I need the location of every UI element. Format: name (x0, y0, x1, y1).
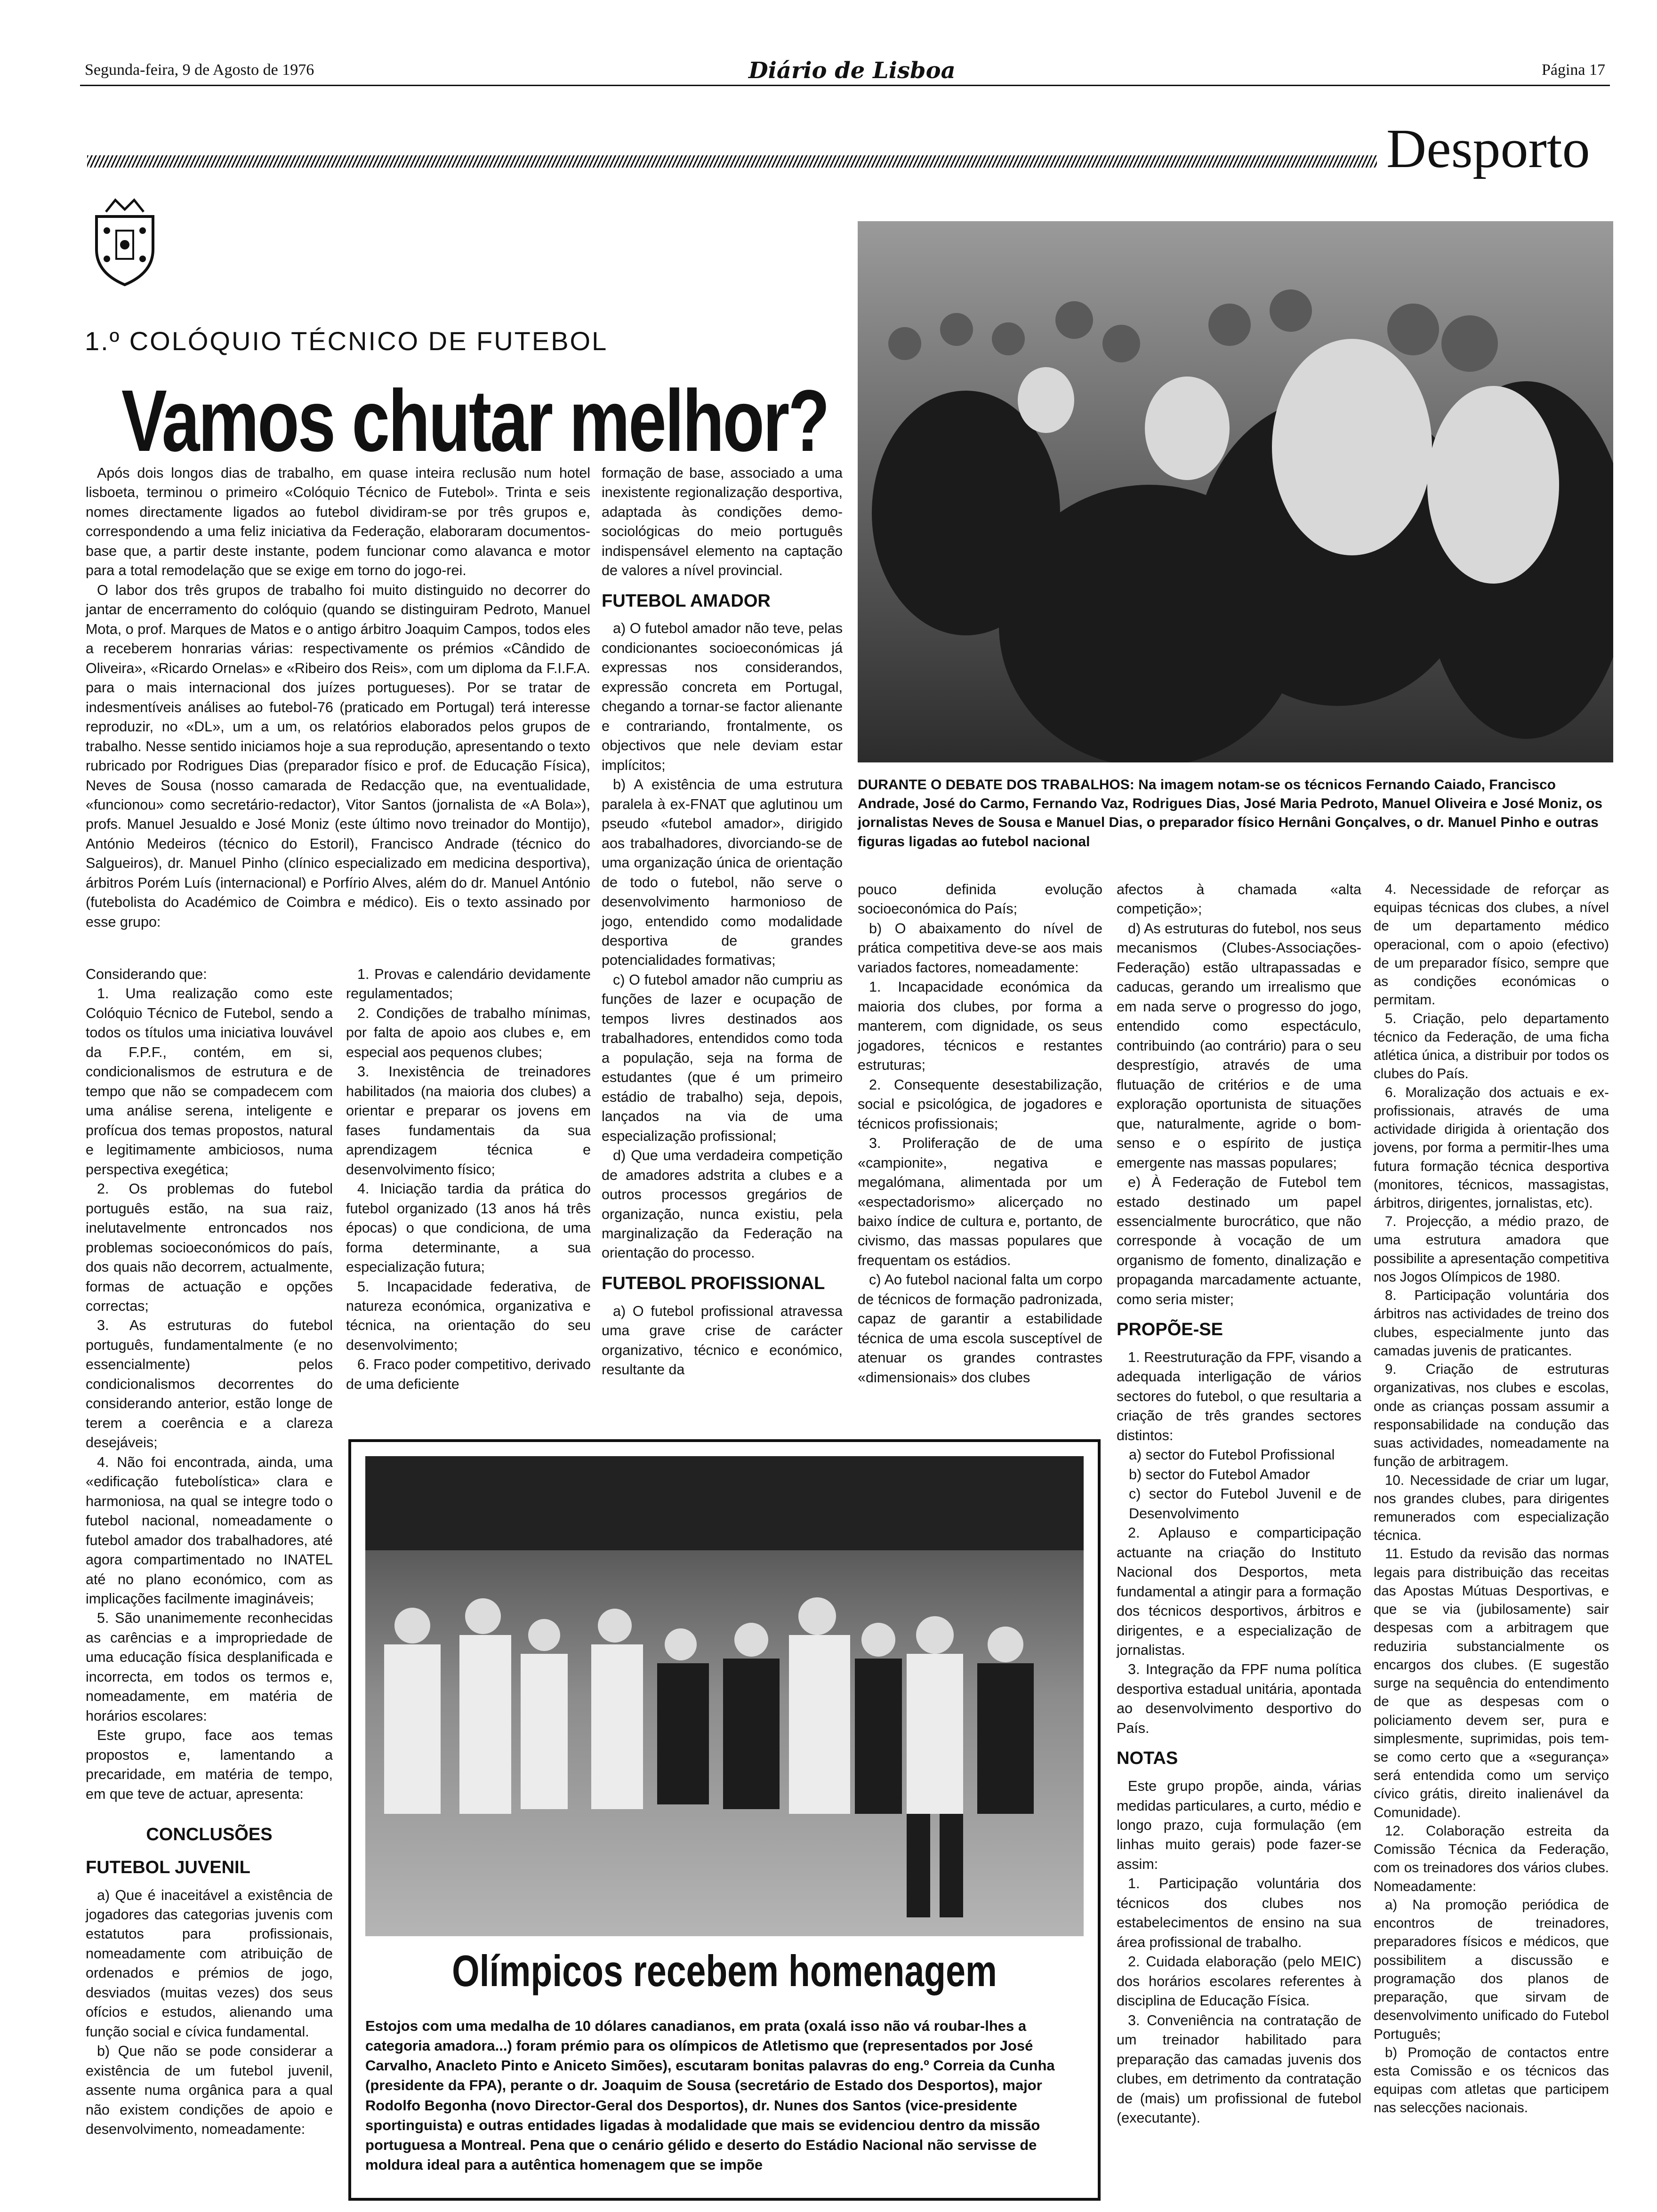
considerando-item: 5. São unanimemente reconhecidas as carências e a impropriedade de uma educação física desplanificada e incorrecta, em todos os termos e, nomeadamente, em matéria de horários escolares: (86, 1610, 333, 1724)
amador-column (602, 464, 843, 1380)
olympics-photo (365, 1456, 1084, 1936)
col5-paragraph: d) As estruturas do futebol, nos seus mecanismos (Clubes-Associações-Federação) estão ultrapassadas e caducas, gerando um irrealismo que em nada serve o progresso do jogo, entendido como espectáculo, contribuindo (ao contrário) para o seu desprestígio, através de uma flutuação de critérios e de uma exploração oportunista de situações que, naturalmente, agride o bom-senso e o espírito de justiça emergente nas massas populares; (1117, 920, 1361, 1171)
col5-paragraph: afectos à chamada «alta competição»; (1117, 882, 1361, 917)
col4-paragraph: pouco definida evolução socioeconómica do País; (858, 882, 1102, 917)
propoe-item: 1. Reestruturação da FPF, visando a adequada interligação de vários sectores do futebol, o que resultaria a criação de três grandes sectores distintos: (1117, 1349, 1361, 1443)
col3-paragraph: formação de base, associado a uma inexistente regionalização desportiva, adaptada às condições demo-sociológicas do meio português indispensável elemento na captação de valores a nível provincial. (602, 465, 843, 579)
propoe-heading: PROPÕE-SE (1117, 1320, 1223, 1340)
col4-paragraph: 1. Incapacidade económica da maioria dos clubes, por forma a manterem, com dignidade, os seus jogadores, técnicos e restantes estruturas; (858, 979, 1102, 1074)
futebol-juvenil-heading: FUTEBOL JUVENIL (86, 1857, 250, 1877)
conclusoes-heading: CONCLUSÕES (146, 1825, 273, 1845)
newspaper-masthead: Diário de Lisboa (748, 57, 956, 84)
profissional-item: a) O futebol profissional atravessa uma grave crise de carácter organizativo, técnico e económico, resultante da (602, 1303, 843, 1378)
measures-column (1374, 880, 1609, 2117)
amador-item: d) Que uma verdadeira competição de amadores adstrita a clubes e a outros processos gregários de organização, nunca existiu, pela marginalização da Federação na orientação do processo. (602, 1147, 843, 1261)
col4-paragraph: b) O abaixamento do nível de prática competitiva deve-se aos mais variados factores, nomeadamente: (858, 920, 1102, 976)
page-number: Página 17 (1541, 61, 1605, 79)
measure-item: 5. Criação, pelo departamento técnico da Federação, de uma ficha atlética única, a distribuir por todos os clubes do País. (1374, 1010, 1609, 1082)
considerando-lead: Considerando que: (86, 966, 207, 982)
measure-item: b) Promoção de contactos entre esta Comissão e os técnicos das equipas com atletas que participem nas selecções nacionais. (1374, 2044, 1609, 2116)
considerando-item: 1. Uma realização como este Colóquio Técnico de Futebol, sendo a todos os títulos uma iniciativa louvável da F.P.F., contém, em si, condicionalismos de estrutura e de tempo que não se compadecem com uma análise serena, inteligente e profícua dos temas propostos, natural e legitimamente ambiciosos, numa perspectiva exegética; (86, 986, 333, 1178)
olympics-box (348, 1439, 1101, 2201)
measure-item: 10. Necessidade de criar um lugar, nos grandes clubes, para dirigentes remunerados com especialização técnica. (1374, 1472, 1609, 1544)
measure-item: 6. Moralização dos actuais e ex-profissionais, através de uma actividade dirigida à orientação dos jovens, por forma a permitir-lhes uma futura formação técnica desportiva (monitores, técnicos, massagistas, árbitros, dirigentes, jornalistas, etc). (1374, 1084, 1609, 1211)
condition-item: 1. Provas e calendário devidamente regulamentados; (346, 966, 591, 1002)
col4-paragraph: 3. Proliferação de de uma «campionite», negativa e megalómana, alimentada por um «espectadorismo» alicerçado no baixo índice de cultura e, portanto, de civismo, das massas populares que frequentam os estádios. (858, 1135, 1102, 1268)
col4-paragraph: c) Ao futebol nacional falta um corpo de técnicos de formação padronizada, capaz de garantir a estabilidade técnica de uma escola susceptível de atenuar os grandes contrastes «dimensionais» dos clubes (858, 1272, 1102, 1386)
propoe-subitem: c) sector do Futebol Juvenil e de Desenvolvimento (1129, 1486, 1361, 1522)
header-rule (80, 85, 1610, 86)
article-kicker: 1.º COLÓQUIO TÉCNICO DE FUTEBOL (85, 326, 608, 356)
measure-item: 8. Participação voluntária dos árbitros nas actividades de treino dos clubes, especialmente junto das camadas juvenis de praticantes. (1374, 1288, 1609, 1359)
propoe-item: 3. Integração da FPF numa política desportiva estadual unitária, apontada ao desenvolvimento desportivo do País. (1117, 1661, 1361, 1736)
debate-photo-caption: DURANTE O DEBATE DOS TRABALHOS: Na imagem notam-se os técnicos Fernando Caiado, Francisco Andrade, José do Carmo, Fernando Vaz, Rodrigues Dias, José Maria Pedroto, Manuel Oliveira e José Moniz, os jornalistas Neves de Sousa e Manuel Dias, o preparador físico Hernâni Gonçalves, o dr. Manuel Pinho e outras figuras ligadas ao futebol nacional (858, 777, 1603, 850)
col5-paragraph: e) À Federação de Futebol tem estado destinado um papel essencialmente burocrático, que não corresponde à vocação de um organismo de fomento, dinalização e propaganda marcadamente actuante, como seria mister; (1117, 1174, 1361, 1307)
considerando-item: 4. Não foi encontrada, ainda, uma «edificação futebolística» clara e harmoniosa, na qual se integre todo o futebol nacional, nomeadamente o futebol amador dos trabalhadores, até agora compartimentado no INATEL até no plano económico, com as implicações facilmente imagináveis; (86, 1454, 333, 1607)
propoe-item: 2. Aplauso e comparticipação actuante na criação do Instituto Nacional dos Desportos, meta fundamental a atingir para a formação dos técnicos desportivos, árbitros e dirigentes, e a especialização de jornalistas. (1117, 1525, 1361, 1659)
measure-item: 11. Estudo da revisão das normas legais para distribuição das receitas das Apostas Mútuas Desportivas, e que se via (jubilosamente) sair despesas com a arbitragem que reduziria substancialmente os encargos dos clubes. (E sugestão surge na sequência do entendimento de que as despesas com o policiamento devem ser, pura e simplesmente, suprimidas, pois tem-se como certo que a «segurança» será entendida como um serviço cívico grátis, direito inalienável da Comunidade). (1374, 1546, 1609, 1820)
page-date: Segunda-feira, 9 de Agosto de 1976 (85, 61, 314, 79)
juvenil-item: a) Que é inaceitável a existência de jogadores das categorias juvenis com estatutos para profissionais, nomeadamente com atribuição de ordenados e prémios de jogo, desviados (muitas vezes) dos seus ofícios e estudos, alienando uma função social e cívica fundamental. (86, 1887, 333, 2040)
intro-paragraph: O labor dos três grupos de trabalho foi muito distinguido no decorrer do jantar de encerramento do colóquio (quando se distinguiram Pedroto, Manuel Mota, o prof. Marques de Matos e o antigo árbitro Joaquim Campos, todos eles a receberem honrarias várias: respectivamente os prémios «Cândido de Oliveira», «Ricardo Ornelas» e «Ribeiro dos Reis», com um diploma da F.I.F.A. para o mais internacional dos juízes portugueses). Por se tratar de indesmentíveis análises ao futebol-76 (praticado em Portugal) terá interesse reproduzir, no «DL», um a um, os relatórios elaborados pelos grupos de trabalho. Nesse sentido iniciamos hoje a sua reprodução, apresentando o texto rubricado por Rodrigues Dias (preparador físico e prof. de Educação Física), Neves de Sousa (nosso camarada de Redacção que, na eventualidade, «funcionou» como secretário-redactor), Vitor Santos (jornalista de «A Bola»), profs. Manuel Jesualdo e José Moniz (este último novo treinador do Montijo), António Medeiros (técnico do Estoril), Francisco Andrade (técnico do Salgueiros), dr. Manuel Pinho (clínico especializado em medicina desportiva), árbitros Porém Luís (internacional) e Porfírio Alves, além do dr. Manuel António (futebolista do Académico de Coimbra e médico). Eis o texto assinado por esse grupo: (86, 582, 590, 930)
juvenil-item: b) Que não se pode considerar a existência de um futebol juvenil, assente numa orgânica para a qual não existem condições de apoio e desenvolvimento, nomeadamente: (86, 2043, 333, 2138)
condition-item: 4. Iniciação tardia da prática do futebol organizado (13 anos há três épocas) o que condiciona, de uma forma determinante, a sua especialização futura; (346, 1181, 591, 1275)
section-hatch-rule (87, 155, 1377, 168)
olympics-headline: Olímpicos recebem homenagem (452, 1946, 997, 1996)
article-headline: Vamos chutar melhor? (121, 372, 828, 470)
considerando-item: 3. As estruturas do futebol português, fundamentalmente (e no essencialmente) pelos condicionalismos decorrentes do considerando anterior, estão longe de terem a coerência e a clareza desejáveis; (86, 1317, 333, 1451)
notas-item: 1. Participação voluntária dos técnicos dos clubes nos estabelecimentos de ensino na sua área profissional de trabalho. (1117, 1875, 1361, 1950)
conditions-column (346, 965, 591, 1394)
notas-item: 2. Cuidada elaboração (pelo MEIC) dos horários escolares referentes à disciplina de Educação Física. (1117, 1954, 1361, 2009)
fpf-crest-icon (87, 198, 162, 287)
condition-item: 5. Incapacidade federativa, de natureza económica, organizativa e técnica, na orientação do seu desenvolvimento; (346, 1278, 591, 1353)
section-title: Desporto (1386, 118, 1590, 179)
amador-item: a) O futebol amador não teve, pelas condicionantes socioeconómicas já expressas nos considerandos, expressão concreta em Portugal, chegando a tornar-se factor alienante e contrariando, frontalmente, os objectivos que nele deviam estar implícitos; (602, 620, 843, 773)
profissional-column (858, 880, 1102, 1387)
propoe-subitem: a) sector do Futebol Profissional (1129, 1447, 1335, 1463)
condition-item: 3. Inexistência de treinadores habilitados (na maioria dos clubes) a orientar e preparar os jovens em fases fundamentais da sua aprendizagem técnica e desenvolvimento físico; (346, 1064, 591, 1178)
considerando-item: Este grupo, face aos temas propostos e, lamentando a precaridade, em matéria de tempo, em que teve de actuar, apresenta: (86, 1727, 333, 1802)
article-intro (86, 464, 590, 932)
measure-item: 4. Necessidade de reforçar as equipas técnicas dos clubes, a nível de um departamento médico operacional, com o apoio (efectivo) de um preparador físico, sempre que as condições económicas o permitam. (1374, 882, 1609, 1008)
futebol-profissional-heading: FUTEBOL PROFISSIONAL (602, 1273, 825, 1293)
measure-item: 7. Projecção, a médio prazo, de uma estrutura amadora que possibilite a apresentação competitiva nos Jogos Olímpicos de 1980. (1374, 1214, 1609, 1285)
condition-item: 2. Condições de trabalho mínimas, por falta de apoio aos clubes e, em especial aos pequenos clubes; (346, 1005, 591, 1060)
col4-paragraph: 2. Consequente desestabilização, social e psicológica, de jogadores e técnicos profissionais; (858, 1076, 1102, 1132)
notas-heading: NOTAS (1117, 1748, 1178, 1769)
considerando-item: 2. Os problemas do futebol português estão, na sua raiz, inelutavelmente entroncados nos problemas socioeconómicos do país, dos quais não decorrem, actualmente, formas de actuação e opções correctas; (86, 1181, 333, 1314)
measure-item: 12. Colaboração estreita da Comissão Técnica da Federação, com os treinadores dos vários clubes. Nomeadamente: (1374, 1823, 1609, 1894)
propoe-column (1117, 880, 1361, 2128)
notas-item: 3. Conveniência na contratação de um treinador habilitado para preparação das camadas juvenis dos clubes, em detrimento da contratação de (mais) um profissional de futebol (executante). (1117, 2012, 1361, 2126)
amador-item: c) O futebol amador não cumpriu as funções de lazer e ocupação de tempos livres destinados aos trabalhadores, entendidos como toda a população, seja na forma de estudantes (que é um primeiro estádio de trabalho) seja, depois, lançados na via de uma especialização profissional; (602, 971, 843, 1144)
considerando-column (86, 965, 333, 2140)
measure-item: a) Na promoção periódica de encontros de treinadores, preparadores físicos e médicos, que possibilitem a discussão e programação dos planos de preparação, que sirvam de desenvolvimento unificado do Futebol Português; (1374, 1897, 1609, 2042)
condition-item: 6. Fraco poder competitivo, derivado de uma deficiente (346, 1356, 591, 1392)
futebol-amador-heading: FUTEBOL AMADOR (602, 591, 771, 611)
olympics-text: Estojos com uma medalha de 10 dólares canadianos, em prata (oxalá isso não vá roubar-lhes a categoria amadora...) foram prémio para os olímpicos de Atletismo que (representados por José Carvalho, Anacleto Pinto e Aniceto Simões), escutaram bonitas palavras do eng.º Correia da Cunha (presidente da FPA), perante o dr. Joaquim de Sousa (secretário de Estado dos Desportos), major Rodolfo Begonha (novo Director-Geral dos Desportos), dr. Nunes dos Santos (vice-presidente sportinguista) e outras entidades ligadas à modalidade que mais se evidenciou dentro da missão portuguesa a Montreal. Pena que o cenário gélido e deserto do Estádio Nacional não servisse de moldura ideal para a autêntica homenagem que se impõe (365, 2018, 1055, 2173)
notas-item: Este grupo propõe, ainda, várias medidas particulares, a curto, médio e longo prazo, cuja formulação (em linhas muito gerais) pode fazer-se assim: (1117, 1778, 1361, 1872)
measure-item: 9. Criação de estruturas organizativas, nos clubes e escolas, onde as crianças possam assumir a responsabilidade na condução das suas actividades, nomeadamente na função de arbitragem. (1374, 1362, 1609, 1470)
intro-paragraph: Após dois longos dias de trabalho, em quase inteira reclusão num hotel lisboeta, terminou o primeiro «Colóquio Técnico de Futebol». Trinta e seis nomes directamente ligados ao futebol dividiram-se por três grupos e, correspondendo a uma feliz iniciativa da Federação, elaboraram documentos-base que, a partir deste instante, podem funcionar como alavanca e motor para a total remodelação que se exige em torno do jogo-rei. (86, 465, 590, 579)
amador-item: b) A existência de uma estrutura paralela à ex-FNAT que aglutinou um pseudo «futebol amador», dirigido aos trabalhadores, divorciando-se de uma organização única de orientação de todo o futebol, não serve o desenvolvimento harmonioso de jogo, entendido como modalidade desportiva de grandes potencialidades formativas; (602, 777, 843, 969)
propoe-subitem: b) sector do Futebol Amador (1129, 1466, 1310, 1483)
debate-photo (858, 221, 1613, 762)
